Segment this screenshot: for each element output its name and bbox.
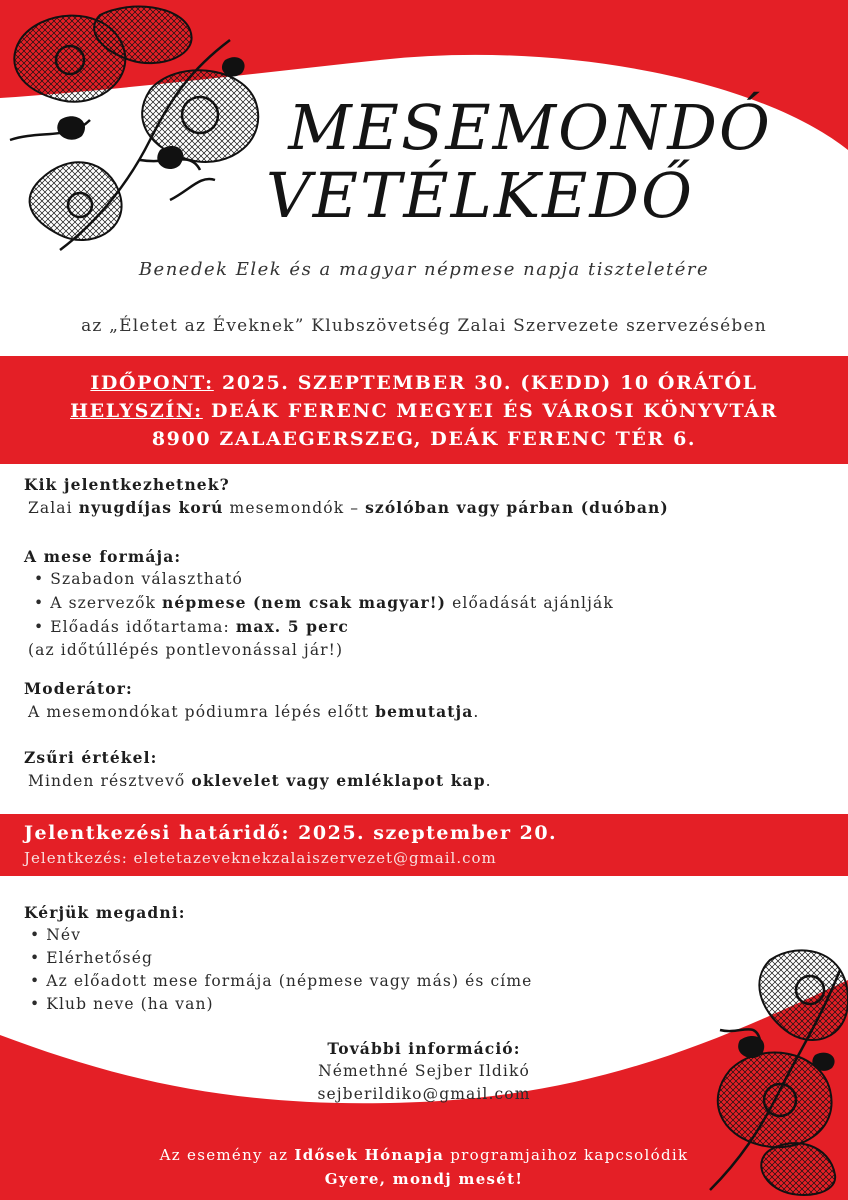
required-section: [24, 901, 532, 1016]
time-label: IDŐPONT:: [90, 372, 214, 394]
place-value: DEÁK FERENC MEGYEI ÉS VÁROSI KÖNYVTÁR: [202, 400, 778, 422]
organizer-line: az „Életet az Éveknek” Klubszövetség Zalai Szervezete szervezésében: [81, 316, 767, 336]
jury-text-1: Minden résztvevő: [28, 772, 192, 790]
registration-email[interactable]: Jelentkezés: eletetazeveknekzalaiszervezet@gmail.com: [24, 849, 497, 867]
who-heading: Kik jelentkezhetnek?: [24, 475, 230, 494]
moderator-heading: Moderátor:: [24, 679, 133, 698]
time-value: 2025. SZEPTEMBER 30. (KEDD) 10 ÓRÁTÓL: [213, 372, 758, 394]
event-details-band: [0, 356, 848, 464]
required-item-name: • Név: [30, 926, 82, 944]
contact-name: Némethné Sejber Ildikó: [318, 1062, 530, 1080]
required-item-story: • Az előadott mese formája (népmese vagy más) és címe: [30, 972, 533, 990]
form-item-3-pre: • Előadás időtartama:: [34, 618, 236, 636]
jury-heading: Zsűri értékel:: [24, 748, 158, 767]
form-item-2-pre: • A szervezők: [34, 594, 163, 612]
place-label: HELYSZÍN:: [70, 400, 203, 422]
who-text: [24, 496, 669, 520]
footer-bold: Idősek Hónapja: [294, 1146, 445, 1164]
form-note: (az időtúllépés pontlevonással jár!): [28, 641, 344, 659]
who-text-1: Zalai: [28, 499, 79, 517]
footer-pre: Az esemény az: [159, 1146, 295, 1164]
event-address: 8900 ZALAEGERSZEG, DEÁK FERENC TÉR 6.: [151, 428, 697, 450]
footer-line: [0, 1143, 848, 1167]
who-section: [24, 473, 669, 520]
deadline-title: Jelentkezési határidő: 2025. szeptember 20.: [24, 822, 558, 844]
subtitle: Benedek Elek és a magyar népmese napja tiszteletére: [138, 259, 710, 280]
required-item-club: • Klub neve (ha van): [30, 995, 214, 1013]
form-item-2-post: előadását ajánlják: [446, 594, 614, 612]
moderator-text: [24, 700, 479, 724]
form-item-2-bold: népmese (nem csak magyar!): [162, 593, 447, 612]
moderator-section: [24, 677, 479, 724]
who-bold-1: nyugdíjas korú: [78, 498, 224, 517]
jury-section: [24, 746, 492, 793]
moderator-text-1: A mesemondókat pódiumra lépés előtt: [28, 703, 376, 721]
form-item-2: [24, 591, 614, 615]
form-heading: A mese formája:: [24, 547, 182, 566]
who-bold-2: szólóban vagy párban (duóban): [365, 498, 669, 517]
form-item-1: • Szabadon választható: [34, 570, 243, 588]
event-place-line: [0, 397, 848, 425]
form-item-3-bold: max. 5 perc: [235, 617, 349, 636]
required-heading: Kérjük megadni:: [24, 903, 186, 922]
jury-bold: oklevelet vagy emléklapot kap: [191, 771, 486, 790]
contact-email[interactable]: sejberildiko@gmail.com: [317, 1085, 531, 1103]
contact-section: [0, 1037, 848, 1106]
contact-heading: További információ:: [327, 1039, 521, 1058]
jury-end: .: [485, 772, 492, 790]
required-item-contact: • Elérhetőség: [30, 949, 153, 967]
page-title-line1: MESEMONDÓ: [288, 91, 772, 164]
form-section: [24, 545, 614, 662]
footer-post: programjaihoz kapcsolódik: [444, 1146, 689, 1164]
page-title-line2: VETÉLKEDŐ: [266, 159, 694, 232]
deadline-band: [0, 814, 848, 876]
moderator-bold: bemutatja: [375, 702, 474, 721]
footer: [0, 1143, 848, 1191]
jury-text: [24, 769, 492, 793]
form-item-3: [24, 615, 614, 639]
event-time-line: [0, 369, 848, 397]
moderator-end: .: [473, 703, 480, 721]
who-text-2: mesemondók –: [223, 499, 366, 517]
footer-slogan: Gyere, mondj mesét!: [324, 1170, 524, 1188]
